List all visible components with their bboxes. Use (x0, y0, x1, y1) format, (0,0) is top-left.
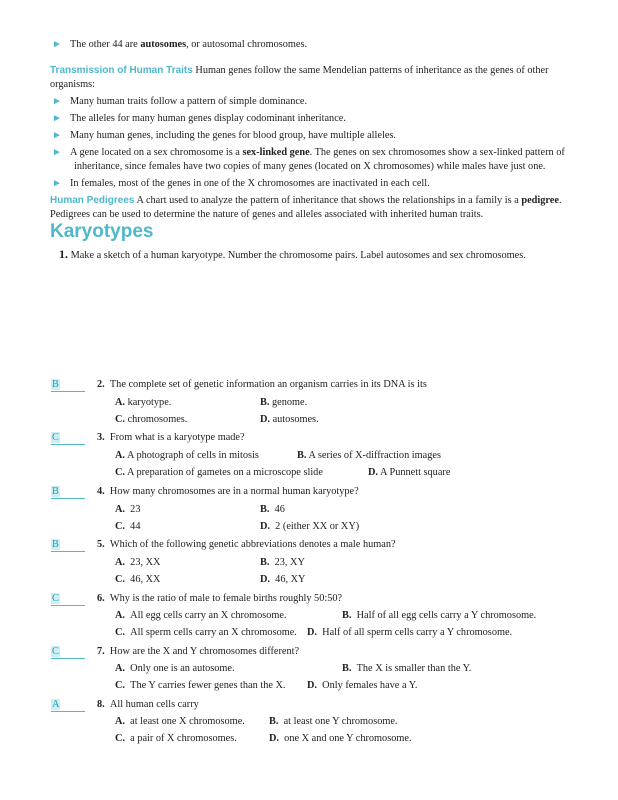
bullet-arrow-icon: ► (52, 147, 62, 158)
option-b: B. at least one Y chromosome. (269, 716, 398, 727)
bullet-arrow-icon: ► (52, 39, 62, 50)
option-c: C. A preparation of gametes on a microscope slide (115, 467, 323, 478)
transmission-paragraph: Transmission of Human Traits Human genes follow the same Mendelian patterns of inheritance as the genes of other (50, 65, 549, 76)
question-1: 1. Make a sketch of a human karyotype. Number the chromosome pairs. Label autosomes and sex chromosomes. (59, 247, 526, 261)
option-d: D. Half of all sperm cells carry a Y chromosome. (307, 627, 513, 638)
option-b: B. The X is smaller than the Y. (342, 663, 472, 674)
bullet-item-sex-linked: A gene located on a sex chromosome is a sex-linked gene. The genes on sex chromosomes show a sex-linked pattern of (70, 147, 565, 158)
option-d: D. 2 (either XX or XY) (260, 521, 360, 532)
answer-blank[interactable]: C (51, 431, 85, 445)
option-a: A. karyotype. (115, 397, 172, 408)
answer-blank[interactable]: A (51, 698, 85, 712)
option-b: B. A series of X-diffraction images (297, 450, 441, 461)
bullet-item: In females, most of the genes in one of the X chromosomes are inactivated in each cell. (70, 178, 430, 189)
question-stem: 7. How are the X and Y chromosomes different? (97, 646, 300, 657)
option-c: C. 44 (115, 521, 141, 532)
option-b: B. genome. (260, 397, 308, 408)
option-c: C. 46, XX (115, 574, 161, 585)
option-a: A. All egg cells carry an X chromosome. (115, 610, 287, 621)
bullet-arrow-icon: ► (52, 96, 62, 107)
question-stem: 3. From what is a karyotype made? (97, 432, 245, 443)
question-stem: 5. Which of the following genetic abbreviations denotes a male human? (97, 539, 396, 550)
question-stem: 4. How many chromosomes are in a normal human karyotype? (97, 486, 359, 497)
option-a: A. A photograph of cells in mitosis (115, 450, 259, 461)
option-d: D. autosomes. (260, 414, 319, 425)
option-d: D. one X and one Y chromosome. (269, 733, 412, 744)
pedigrees-paragraph: Human Pedigrees A chart used to analyze the pattern of inheritance that shows the relationships in a family is a pedigree. (50, 195, 562, 206)
option-d: D. A Punnett square (368, 467, 451, 478)
option-b: B. 46 (260, 504, 285, 515)
bullet-arrow-icon: ► (52, 178, 62, 189)
option-a: A. 23 (115, 504, 141, 515)
answer-blank[interactable]: B (51, 378, 85, 392)
bullet-item: Many human genes, including the genes for blood group, have multiple alleles. (70, 130, 396, 141)
option-d: D. Only females have a Y. (307, 680, 418, 691)
option-b: B. 23, XY (260, 557, 305, 568)
option-a: A. 23, XX (115, 557, 161, 568)
bullet-item-cont: inheritance, since females have two copies of many genes (located on X chromosomes) while males have just one. (74, 161, 546, 172)
pedigrees-paragraph-cont: Pedigrees can be used to determine the nature of genes and alleles associated with inherited human traits. (50, 209, 484, 220)
question-stem: 8. All human cells carry (97, 699, 199, 710)
bullet-arrow-icon: ► (52, 113, 62, 124)
option-c: C. All sperm cells carry an X chromosome. (115, 627, 297, 638)
option-a: A. Only one is an autosome. (115, 663, 235, 674)
bullet-item: The alleles for many human genes display codominant inheritance. (70, 113, 346, 124)
bullet-item: Many human traits follow a pattern of simple dominance. (70, 96, 308, 107)
bullet-autosomes: The other 44 are autosomes, or autosomal chromosomes. (70, 39, 308, 50)
section-heading-karyotypes: Karyotypes (50, 221, 154, 242)
option-c: C. The Y carries fewer genes than the X. (115, 680, 286, 691)
transmission-paragraph-cont: organisms: (50, 79, 96, 90)
bullet-arrow-icon: ► (52, 130, 62, 141)
answer-blank[interactable]: B (51, 485, 85, 499)
answer-blank[interactable]: C (51, 592, 85, 606)
answer-blank[interactable]: C (51, 645, 85, 659)
question-stem: 2. The complete set of genetic information an organism carries in its DNA is its (97, 379, 427, 390)
answer-blank[interactable]: B (51, 538, 85, 552)
option-c: C. chromosomes. (115, 414, 188, 425)
question-stem: 6. Why is the ratio of male to female births roughly 50:50? (97, 593, 343, 604)
option-b: B. Half of all egg cells carry a Y chromosome. (342, 610, 537, 621)
option-d: D. 46, XY (260, 574, 306, 585)
option-c: C. a pair of X chromosomes. (115, 733, 237, 744)
option-a: A. at least one X chromosome. (115, 716, 245, 727)
